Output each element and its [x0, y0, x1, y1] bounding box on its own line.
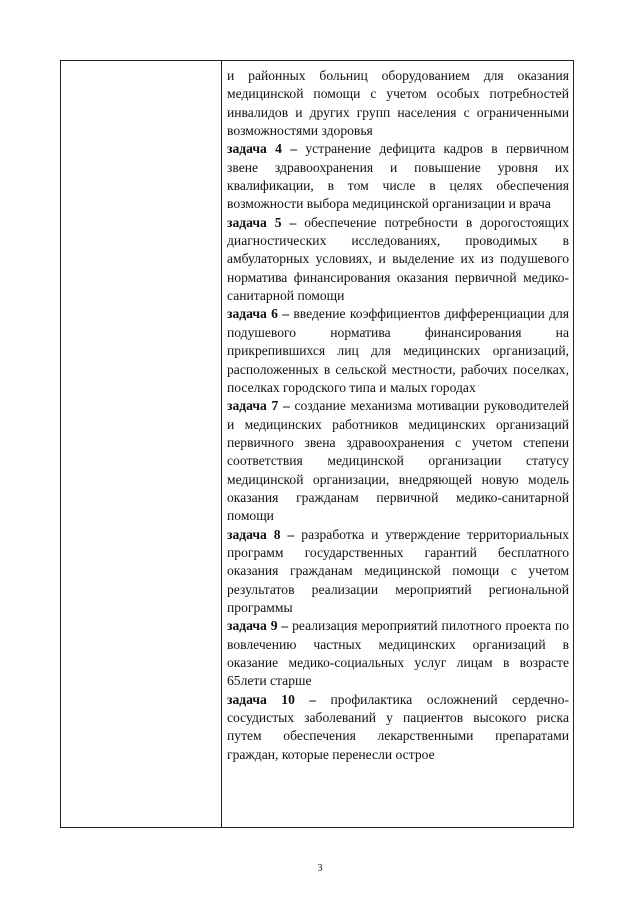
- task-item: [227, 397, 569, 525]
- task-item: [227, 140, 569, 213]
- task-item: [227, 214, 569, 306]
- page-number: 3: [317, 863, 323, 874]
- task-label: задача 4 –: [227, 141, 298, 157]
- task-item: [227, 617, 569, 690]
- table-right-cell: [227, 67, 569, 764]
- task-item: [227, 305, 569, 397]
- task-label: задача 6 –: [227, 306, 290, 322]
- task-text: профилактика осложнений сердечно-сосудистых заболеваний у пациентов высокого риска путем обеспечения лекарственными препаратами граждан, которые перенесли острое: [227, 691, 569, 762]
- task-text: разработка и утверждение территориальных программ государственных гарантий бесплатного оказания гражданам медицинской помощи с учетом результатов реализации мероприятий региональной программы: [227, 526, 569, 615]
- task-text: устранение дефицита кадров в первичном звене здравоохранения и повышение уровня их квалификации, в том числе в целях обеспечения возможности выбора медицинской организации и врача: [227, 141, 570, 212]
- task-item: [227, 526, 569, 618]
- task-item: [227, 691, 569, 764]
- task-label: задача 7 –: [227, 398, 290, 414]
- continuation-text: и районных больниц оборудованием для оказания медицинской помощи с учетом особых потребностей инвалидов и других групп населения с ограниченными возможностями здоровья: [227, 68, 569, 139]
- task-text: обеспечение потребности в дорогостоящих диагностических исследованиях, проводимых в амбулаторных условиях, и выделение их из подушевого норматива финансирования оказания первичной медико-санитарной помощи: [227, 214, 569, 304]
- task-text: создание механизма мотивации руководителей и медицинских работников медицинских организаций первичного звена здравоохранения с учетом степени соответствия медицинской организации статусу медицинской организации, внедряющей новую модель оказания гражданам первичной медико-санитарной помощи: [227, 398, 569, 524]
- task-text: введение коэффициентов дифференциации для подушевого норматива финансирования на прикрепившихся лиц для медицинских организаций, расположенных в сельской местности, рабочих поселках, поселках городского типа и малых городах: [227, 306, 569, 395]
- task-label: задача 9 –: [227, 618, 289, 634]
- column-divider: [221, 61, 222, 827]
- task-label: задача 5 –: [227, 214, 297, 230]
- task-label: задача 8 –: [227, 526, 295, 542]
- task-label: задача 10 –: [227, 691, 317, 707]
- program-table: [60, 60, 574, 828]
- task-text: реализация мероприятий пилотного проекта по вовлечению частных медицинских организаций в оказание медико-социальных услуг лицам в возрасте 65лети старше: [227, 618, 569, 689]
